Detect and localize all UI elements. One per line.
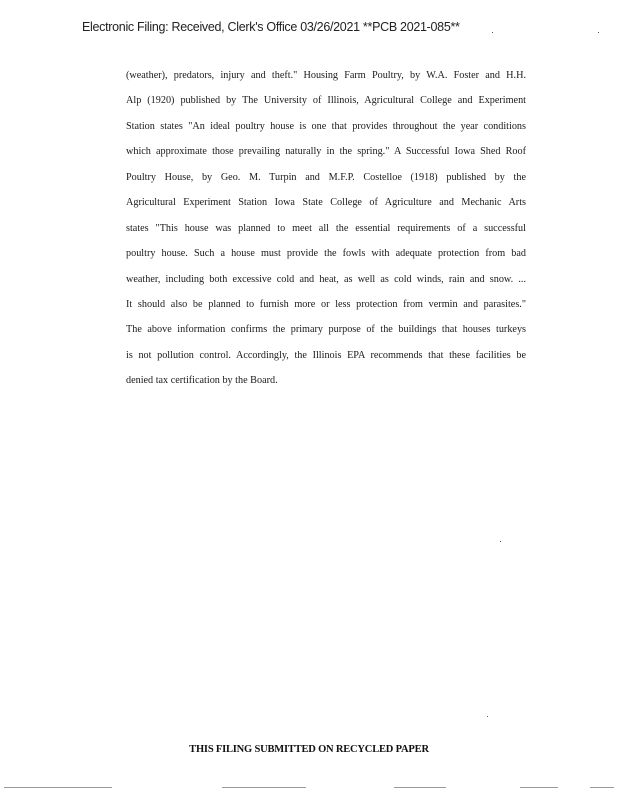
body-line: which approximate those prevailing naturally in the spring." A Successful Iowa Shed Roof [126, 146, 526, 158]
scan-speck [500, 541, 501, 542]
body-line-last: denied tax certification by the Board. [126, 375, 278, 387]
scan-speck [492, 32, 493, 33]
scan-speck [487, 716, 488, 717]
filing-stamp-header: Electronic Filing: Received, Clerk's Office 03/26/2021 **PCB 2021-085** [82, 20, 460, 34]
recycled-paper-notice: THIS FILING SUBMITTED ON RECYCLED PAPER [189, 744, 429, 755]
scan-edge-noise [222, 787, 306, 788]
scan-speck [598, 32, 599, 33]
scan-edge-noise [394, 787, 446, 788]
body-line: weather, including both excessive cold and heat, as well as cold winds, rain and snow. ... [126, 273, 526, 285]
body-line: Agricultural Experiment Station Iowa State College of Agriculture and Mechanic Arts [126, 197, 526, 209]
body-line: It should also be planned to furnish more or less protection from vermin and parasites." [126, 298, 526, 310]
scan-edge-noise [590, 787, 614, 788]
body-line: (weather), predators, injury and theft." Housing Farm Poultry, by W.A. Foster and H.H. [126, 70, 526, 81]
body-line: Station states "An ideal poultry house is one that provides throughout the year conditions [126, 120, 526, 132]
body-line: is not pollution control. Accordingly, the Illinois EPA recommends that these facilities be [126, 349, 526, 361]
body-line: Alp (1920) published by The University of Illinois, Agricultural College and Experiment [126, 95, 526, 107]
scan-edge-noise [520, 787, 558, 788]
body-line: Poultry House, by Geo. M. Turpin and M.F.P. Costelloe (1918) published by the [126, 171, 526, 183]
body-paragraph [126, 66, 526, 397]
body-line: poultry house. Such a house must provide the fowls with adequate protection from bad [126, 248, 526, 260]
scan-edge-noise [4, 787, 112, 788]
body-line: The above information confirms the primary purpose of the buildings that houses turkeys [126, 324, 526, 336]
body-line: states "This house was planned to meet all the essential requirements of a successful [126, 222, 526, 234]
